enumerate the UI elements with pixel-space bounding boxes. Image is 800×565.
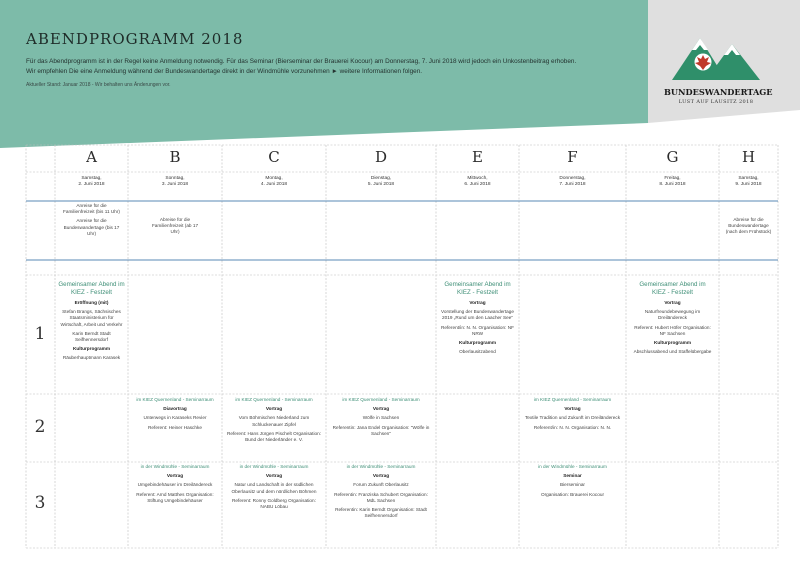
- logo-tagline: LUST AUF LAUSITZ 2018: [678, 99, 754, 105]
- day-header-a: Samstag, 2. Juni 2018: [78, 176, 105, 188]
- departure-cell-b: Abreise für die Familienfreizeit (ab 17 Uhr): [151, 217, 199, 235]
- event-cell-a1: Gemeinsamer Abend im KIEZ - Festzelt Eröffnung (mit) Stefan Brangs, Sächsisches Staatsministerium für Wirtschaft, Arbeit und Verkehr Karin Berndt Stadt Seifhennersdorf Kulturprogramm Räuberhauptmann Karasek: [58, 281, 125, 361]
- event-cell-e1: Gemeinsamer Abend im KIEZ - Festzelt Vortrag Vorstellung der Bundeswandertage 2019 „Rund um den Laacher See“ Referent/in: N. N. Organisation: NF NRW Kulturprogramm Oberlausitzabend: [441, 281, 514, 355]
- event-cell-d3: in der Windmühle - Seminarraum Vortrag Forum Zukunft Oberlausitz Referentin: Franziska Schubert Organisation: MdL Sachsen Referentin: Karin Berndt Organisation: Stadt Seifhennersdorf: [334, 464, 428, 519]
- status-note: Aktueller Stand: Januar 2018 - Wir behalten uns Änderungen vor.: [26, 82, 171, 88]
- event-cell-b2: im KIEZ Quernenland - Seminarraum Diavortrag Unterwegs in Karaseks Revier Referent: Heiner Haschke: [136, 397, 214, 430]
- column-letter-a: A: [86, 148, 97, 166]
- event-cell-c2: im KIEZ Quernenland - Seminarraum Vortrag Vom Böhmischen Niederland zum Schluckenauer Zipfel Referent: Hans Jürgen Pischelt Organisation: Bund der Niederländer e. V.: [226, 397, 322, 443]
- column-letter-h: H: [741, 148, 756, 166]
- row-number-3: 3: [34, 493, 46, 513]
- arrival-cell-a: Anreise für die Familienfreizeit (bis 11 Uhr) Anreise für die Bundeswandertage (bis 17 Uhr): [63, 203, 120, 236]
- row-number-2: 2: [34, 417, 46, 437]
- day-header-e: Mittwoch, 6. Juni 2018: [464, 176, 491, 188]
- event-cell-d2: im KIEZ Quernenland - Seminarraum Vortrag Wölfe in Sachsen Referentin: Jana Endel Organisation: "Wölfe in Sachsen": [332, 397, 430, 436]
- day-header-f: Donnerstag, 7. Juni 2018: [559, 176, 586, 188]
- day-header-g: Freitag, 8. Juni 2018: [659, 176, 686, 188]
- logo-name: BUNDESWANDERTAGE: [664, 87, 773, 97]
- column-letter-f: F: [567, 148, 578, 166]
- day-header-h: Samstag, 9. Juni 2018: [735, 176, 762, 188]
- column-letter-g: G: [666, 148, 679, 166]
- event-cell-f2: im KIEZ Quernenland - Seminarraum Vortrag Textile Tradition und Zukunft im Dreiländereck Referent/in: N. N. Organisation: N. N.: [524, 397, 621, 430]
- page-title: ABENDPROGRAMM 2018: [26, 30, 244, 48]
- event-cell-b3: in der Windmühle - Seminarraum Vortrag Umgebindehäuser im Dreiländereck Referent: Arnd Matthes Organisation: Stiftung Umgebindehäuser: [136, 464, 214, 503]
- column-letter-c: C: [268, 148, 280, 166]
- column-letter-e: E: [472, 148, 483, 166]
- event-cell-g1: Gemeinsamer Abend im KIEZ - Festzelt Vortrag Naturfreundebewegung im Dreiländereck Referent: Hubert Höfer Organisation: NF Sachsen Kulturprogramm Abschlussabend und Staffelübergabe: [633, 281, 712, 355]
- column-letter-d: D: [374, 148, 388, 166]
- column-letter-b: B: [169, 148, 181, 166]
- row-number-1: 1: [34, 324, 46, 344]
- intro-line-2: Wir empfehlen Die eine Anmeldung während der Bundeswandertage direkt in der Windmühle vorzunehmen ► weitere Informationen folgen.: [26, 68, 423, 75]
- day-header-d: Dienstag, 5. Juni 2018: [367, 176, 395, 188]
- event-cell-c3: in der Windmühle - Seminarraum Vortrag Natur und Landschaft in der südlichen Oberlausitz und dem nördlichen Böhmen Referent: Ronny Goldberg Organisation: NABU Löbau: [231, 464, 317, 510]
- departure-cell-h: Abreise für die Bundeswandertage (nach dem Frühstück): [725, 217, 772, 235]
- day-header-c: Montag, 4. Juni 2018: [260, 176, 288, 188]
- event-cell-f3: in der Windmühle - Seminarraum Seminar Bierseminar Organisation: Brauerei Kocour: [538, 464, 607, 497]
- day-header-b: Sonntag, 3. Juni 2018: [161, 176, 189, 188]
- intro-line-1: Für das Abendprogramm ist in der Regel keine Anmeldung notwendig. Für das Seminar (Bierseminar der Brauerei Kocour) am Donnerstag, 7. Juni 2018 wird jedoch ein Unkostenbeitrag erhoben.: [26, 58, 577, 65]
